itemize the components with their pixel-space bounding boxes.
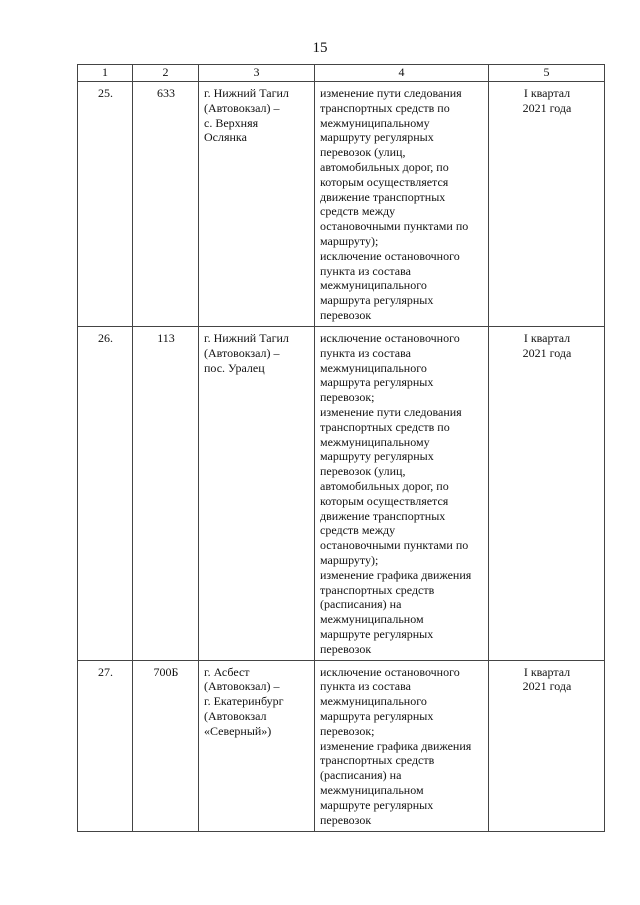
text-line: транспортных средств (320, 582, 435, 597)
text-line: исключение остановочного (320, 248, 460, 263)
text-line: межмуниципального (320, 278, 427, 293)
text-line: транспортных средств (320, 753, 435, 768)
text-line: маршруту регулярных (320, 130, 434, 145)
text-line: перевозок; (320, 390, 375, 405)
text-line: с. Верхняя (204, 115, 259, 130)
text-line: «Северный») (204, 723, 272, 738)
route-number: 700Б (153, 664, 179, 679)
text-line: маршруту); (320, 552, 379, 567)
period (489, 327, 604, 364)
text-line: Ослянка (204, 130, 247, 145)
text-line: межмуниципальном (320, 782, 424, 797)
page-number: 15 (312, 40, 328, 56)
text-line: г. Асбест (204, 664, 250, 679)
text-line: маршрута регулярных (320, 293, 434, 308)
text-line: (расписания) на (320, 768, 402, 783)
change-description (315, 327, 488, 660)
text-line: маршруту регулярных (320, 449, 434, 464)
text-line: межмуниципальном (320, 612, 424, 627)
row-number-cell (78, 660, 133, 831)
text-line: (Автовокзал) – (204, 100, 280, 115)
text-line: г. Екатеринбург (204, 694, 284, 709)
text-line: пункта из состава (320, 679, 411, 694)
text-line: I квартал (523, 86, 571, 100)
text-line: средств между (320, 523, 396, 538)
column-header: 5 (489, 65, 605, 82)
row-number: 26. (98, 331, 113, 345)
text-line: перевозок (320, 307, 372, 322)
route-name-cell (199, 660, 315, 831)
text-line: 2021 года (522, 345, 572, 360)
table-row (78, 82, 605, 327)
text-line: пункта из состава (320, 345, 411, 360)
period-cell (489, 660, 605, 831)
table-row (78, 660, 605, 831)
text-line: межмуниципального (320, 694, 427, 709)
route-number-cell (133, 82, 199, 327)
change-description-cell (315, 82, 489, 327)
text-line: перевозок (улиц, (320, 145, 406, 160)
text-line: исключение остановочного (320, 664, 460, 679)
row-number-cell (78, 327, 133, 661)
period-cell (489, 82, 605, 327)
text-line: маршруту); (320, 233, 379, 248)
text-line: движение транспортных (320, 508, 446, 523)
text-line: автомобильных дорог, по (320, 478, 449, 493)
route-number: 113 (157, 331, 175, 345)
text-line: маршрута регулярных (320, 375, 434, 390)
period-cell (489, 327, 605, 661)
text-line: изменение пути следования (320, 86, 462, 100)
text-line: межмуниципальному (320, 115, 430, 130)
change-description-cell (315, 660, 489, 831)
column-header: 3 (199, 65, 315, 82)
text-line: транспортных средств по (320, 100, 450, 115)
route-name-cell (199, 327, 315, 661)
text-line: маршруте регулярных (320, 626, 434, 641)
text-line: движение транспортных (320, 189, 446, 204)
text-line: перевозок (улиц, (320, 464, 406, 479)
text-line: изменение графика движения (320, 567, 472, 582)
text-line: перевозок (320, 641, 372, 656)
row-number-cell (78, 82, 133, 327)
text-line: которым осуществляется (320, 493, 449, 508)
period (489, 661, 604, 698)
text-line: пос. Уралец (204, 360, 265, 375)
route-name (199, 327, 314, 378)
text-line: перевозок; (320, 723, 375, 738)
text-line: г. Нижний Тагил (204, 86, 289, 100)
text-line: 2021 года (522, 679, 572, 694)
text-line: (расписания) на (320, 597, 402, 612)
route-number-cell (133, 660, 199, 831)
change-description (315, 661, 488, 831)
text-line: I квартал (523, 664, 571, 679)
text-line: автомобильных дорог, по (320, 159, 449, 174)
text-line: (Автовокзал) – (204, 345, 280, 360)
text-line: межмуниципального (320, 360, 427, 375)
text-line: транспортных средств по (320, 419, 450, 434)
column-header: 1 (78, 65, 133, 82)
text-line: остановочными пунктами по (320, 538, 469, 553)
table-header-row (78, 65, 605, 82)
text-line: средств между (320, 204, 396, 219)
text-line: пункта из состава (320, 263, 411, 278)
text-line: изменение пути следования (320, 404, 462, 419)
change-description-cell (315, 327, 489, 661)
column-header: 4 (315, 65, 489, 82)
route-number: 633 (157, 86, 175, 100)
text-line: (Автовокзал) – (204, 679, 280, 694)
route-name-cell (199, 82, 315, 327)
text-line: (Автовокзал (204, 708, 267, 723)
text-line: маршрута регулярных (320, 708, 434, 723)
text-line: г. Нижний Тагил (204, 331, 289, 345)
text-line: I квартал (523, 331, 571, 345)
text-line: перевозок (320, 812, 372, 827)
row-number: 25. (98, 86, 113, 100)
route-number-cell (133, 327, 199, 661)
text-line: которым осуществляется (320, 174, 449, 189)
text-line: 2021 года (522, 100, 572, 115)
route-name (199, 82, 314, 148)
text-line: изменение графика движения (320, 738, 472, 753)
row-number: 27. (98, 664, 113, 679)
period (489, 82, 604, 119)
column-header: 2 (133, 65, 199, 82)
text-line: исключение остановочного (320, 331, 460, 345)
table-row (78, 327, 605, 661)
text-line: остановочными пунктами по (320, 219, 469, 234)
text-line: маршруте регулярных (320, 797, 434, 812)
change-description (315, 82, 488, 326)
text-line: межмуниципальному (320, 434, 430, 449)
route-name (199, 661, 314, 742)
routes-table (77, 64, 605, 832)
